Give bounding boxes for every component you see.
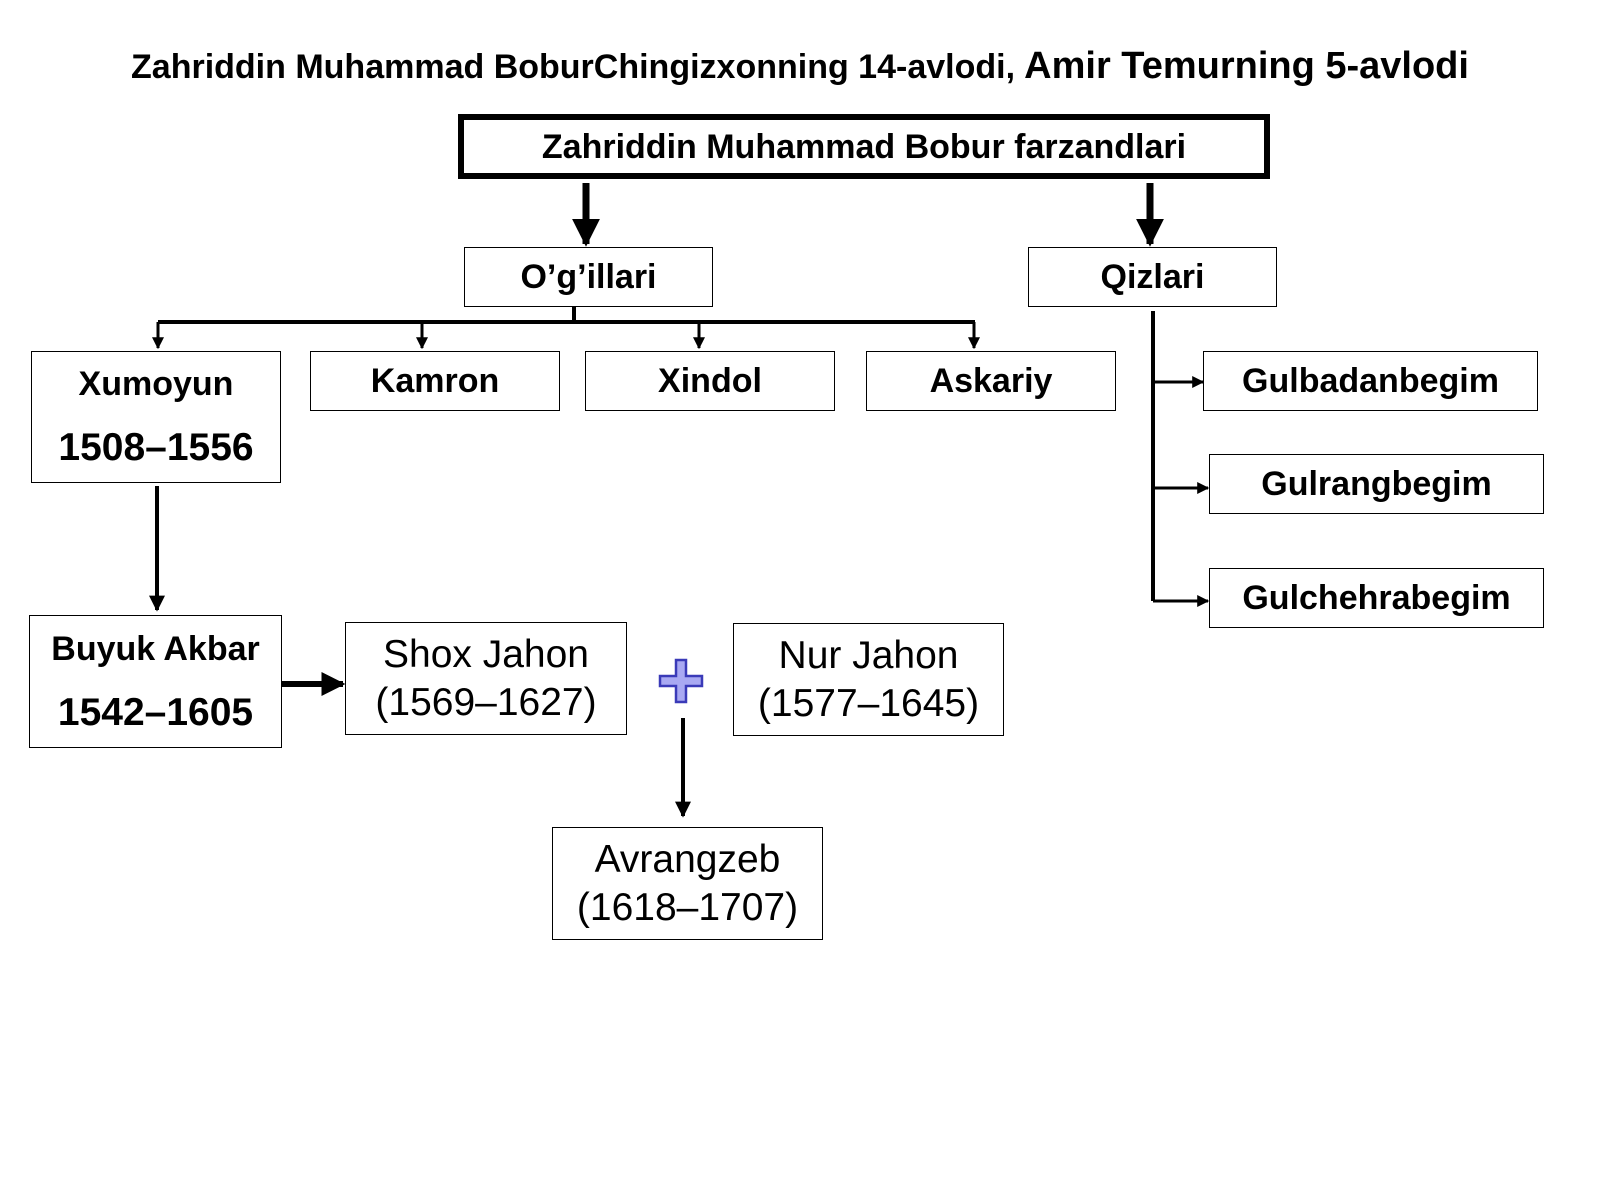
sons-group-box [464,247,713,307]
son-box-xumoyun [31,351,281,483]
son-name: Xumoyun [78,365,234,403]
person-box-avrangzeb [552,827,823,940]
daughter-name: Gulrangbegim [1261,465,1492,503]
son-name: Kamron [370,362,500,400]
daughters-group-box [1028,247,1277,307]
daughter-name: Gulchehrabegim [1242,579,1511,617]
person-box-shox-jahon [345,622,627,735]
person-name: Nur Jahon [778,633,959,677]
son-name: Xindol [658,362,762,400]
person-name: Buyuk Akbar [51,629,260,668]
son-years: 1508–1556 [58,426,254,469]
son-box-askariy [866,351,1116,411]
son-box-kamron [310,351,560,411]
daughter-box-gulbadanbegim [1203,351,1538,411]
person-box-nur-jahon [733,623,1004,736]
daughter-box-gulchehrabegim [1209,568,1544,628]
person-years: 1542–1605 [57,690,254,734]
person-box-akbar [29,615,282,748]
sons-group-label: O’g’illari [520,258,657,296]
title-part-2: Amir Temurning 5-avlodi [1015,45,1469,87]
plus-icon [656,656,706,706]
son-box-xindol [585,351,835,411]
son-name: Askariy [929,362,1053,400]
daughter-box-gulrangbegim [1209,454,1544,514]
person-years: (1569–1627) [375,680,597,724]
daughter-name: Gulbadanbegim [1242,362,1499,400]
root-box [458,114,1270,179]
person-years: (1618–1707) [576,885,799,929]
title-part-1: Zahriddin Muhammad BoburChingizxonning 14-avlodi, [131,48,1016,86]
person-name: Avrangzeb [594,837,781,881]
daughters-group-label: Qizlari [1100,258,1205,296]
person-years: (1577–1645) [757,681,980,725]
person-name: Shox Jahon [383,632,589,676]
root-label: Zahriddin Muhammad Bobur farzandlari [541,127,1187,166]
